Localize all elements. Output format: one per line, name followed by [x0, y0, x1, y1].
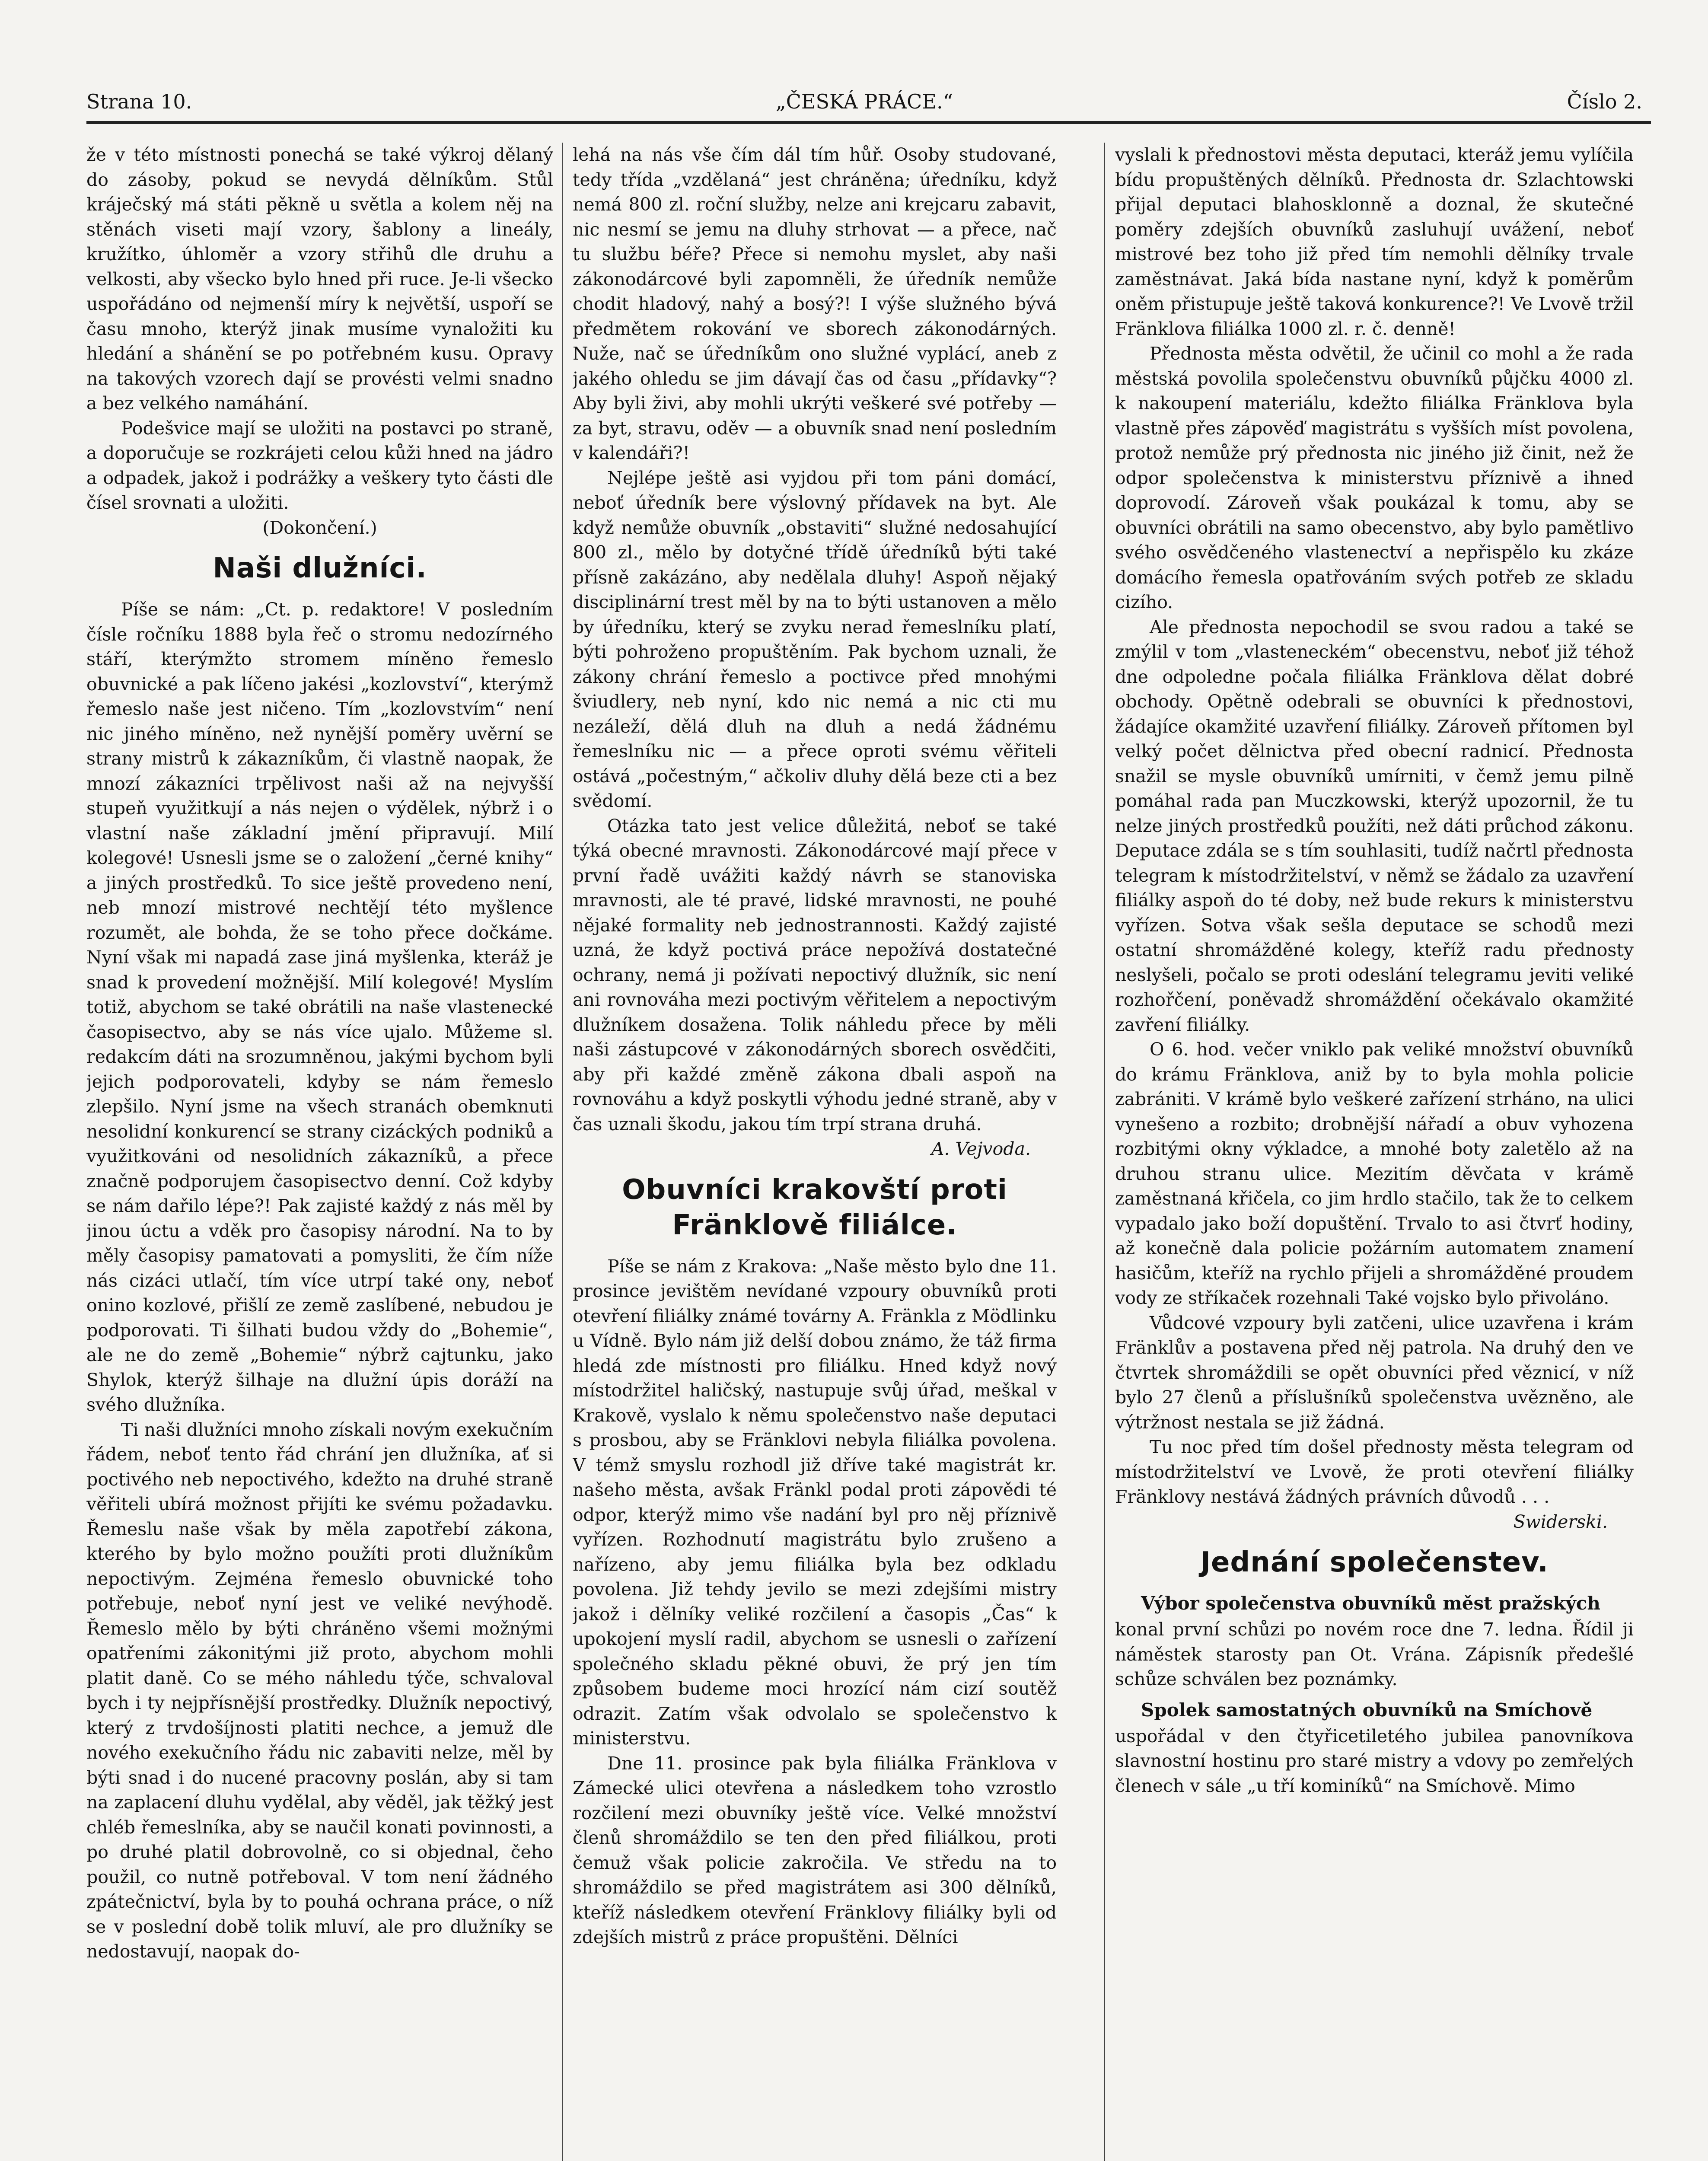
column-divider [1104, 143, 1105, 2161]
paragraph: O 6. hod. večer vniklo pak veliké množství obuvníků do krámu Fränklova, aniž by to byla mohla policie zabrániti. V krámě bylo veškeré zařízení strháno, na ulici vynešeno a rozbito; drobnější nářadí a obuv vyhozena rozbitými okny výkladce, a mnohé boty zaletělo až na druhou stranu ulice. Mezitím děvčata v krámě zaměstnaná křičela, co jim hrdlo stačilo, tak že to celkem vypadalo jako boží dopuštění. Trvalo to asi čtvrť hodiny, až konečně dala policie požárním automatem znamení hasičům, kteříž na rychlo přijeli a shromážděné proudem vody ze stříkaček rozehnali Také vojsko bylo přivoláno. [1115, 1039, 1634, 1308]
header-rule [86, 121, 1651, 124]
author-signature: A. Vejvoda. [931, 1138, 1031, 1159]
paragraph: Ti naši dlužníci mnoho získali novým exekučním řádem, neboť tento řád chrání jen dlužníka, ať si poctivého neb nepoctivého, kdežto na druhé straně věřiteli ubírá možnost přijíti ke svému požadavku. Řemeslu naše však by měla zapotřebí zákona, kterého by bylo možno použíti proti dlužníkům nepoctivým. Zejména řemeslo obuvnické toho potřebuje, neboť nyní jest ve veliké nevýhodě. Řemeslo mělo by býti chráněno všemi možnými opatřeními zákonitými již proto, abychom mohli platit daně. Co se mého náhledu týče, schvaloval bych i ty nejpřísnější prostředky. Dlužník nepoctivý, který z trvdošíjnosti platiti nechce, a jemuž dle nového exekučního řádu nic zabaviti nelze, měl by býti snad i do nucené pracovny poslán, aby si tam na zaplacení dluhu vydělal, aby věděl, jak těžký jest chléb řemeslníka, aby se naučil konati povinnosti, a po druhé platil dobrovolně, co si objednal, čeho použil, co nutně potřeboval. V tom není žádného zpátečnictví, byla by to pouhá ochrana práce, o níž se v poslední době tolik mluví, ale pro dlužníky se nedostavují, naopak do- [86, 1419, 553, 1962]
paragraph: Nejlépe ještě asi vyjdou při tom páni domácí, neboť úředník bere výslovný přídavek na byt. Ale když nemůže obuvník „obstaviti“ služné nedosahující 800 zl., mělo by dotyčné třídě úředníků býti také přísně zakázáno, aby nedělala dluhy! Aspoň nějaký disciplinární trest měl by na to býti ustanoven a mělo by úředníku, který se zvyku nerad řemeslníku platí, býti pohroženo propuštěním. Pak bychom uznali, že zákony chrání řemeslo a poctivce před mnohými šviudlery, neb nyní, kdo nic nemá a nic cti mu nezáleží, dělá dluh na dluh a nedá žádnému řemeslníku nic — a přece oproti svému věřiteli ostává „počestným,“ ačkoliv dluhy dělá beze cti a bez svědomí. [573, 467, 1057, 811]
paragraph: lehá na nás vše čím dál tím hůř. Osoby studované, tedy třída „vzdělaná“ jest chráněna; úředníku, když nemá 800 zl. roční služby, nelze ani krejcaru zabavit, nic nesmí se jemu na dluhy strhovat — a přece, nač tu službu béře? Přece si nemohu myslet, aby naši zákonodárcové byli zapomněli, že úředník nemůže chodit hladový, nahý a bosý?! I výše služného bývá předmětem rokování ve sborech zákonodárných. Nuže, nač se úředníkům ono služné vyplácí, aneb z jakého ohledu se jim dávají čas od času „přídavky“? Aby byli živi, aby mohli ukrýti veškeré své potřeby — za byt, stravu, oděv — a obuvník snad není posledním v kalendáři?! [573, 144, 1057, 463]
column-3 [1115, 143, 1634, 2161]
paragraph: že v této místnosti ponechá se také výkroj dělaný do zásoby, pokud se nevydá dělníkům. Stůl kráječský má státi pěkně u světla a kolem něj na stěnách viseti mají vzory, šablony a lineály, kružítko, úhloměr a vzory střihů dle druhu a velkosti, aby všecko bylo hned při ruce. Je-li všecko uspořádáno od nejmenší míry k největší, uspoří se času mnoho, kterýž jinak musíme vynaložiti ku hledání a shánění se po potřebném kusu. Opravy na takových vzorech dají se provésti velmi snadno a bez velkého namáhání. [86, 144, 553, 414]
subsection-title: Výbor společenstva obuvníků měst pražských [1141, 1593, 1600, 1614]
column-1 [86, 143, 553, 2161]
column-2 [573, 143, 1057, 2161]
article-title: Naši dlužníci. [213, 552, 427, 584]
page-number: Strana 10. [86, 90, 192, 113]
column-divider [562, 143, 563, 2161]
paragraph: Podešvice mají se uložiti na postavci po straně, a doporučuje se rozkrájeti celou kůži hned na jádro a odpadek, jakož i podrážky a veškery tyto části dle čísel srovnati a uložiti. [86, 418, 553, 513]
paragraph: Přednosta města odvětil, že učinil co mohl a že rada městská povolila společenstvu obuvníků půjčku 4000 zl. k nakoupení materiálu, kdežto filiálka Fränklova byla vlastně přes zápověď magistrátu s vyšších míst povolena, protož nemůže prý přednosta nic jiného již činit, než že odpor společenstva k ministerstvu příznivě a ihned doprovodí. Zároveň však poukázal k tomu, aby se obuvníci obrátili na samo obecenstvo, aby bylo pamětlivo svého osvědčeného vlastenectví a nepřispělo ku zkáze domácího řemesla opatřováním svých potřeb ze skladu cizího. [1115, 343, 1634, 612]
author-signature: Swiderski. [1513, 1511, 1608, 1532]
paragraph: vyslali k přednostovi města deputaci, kteráž jemu vylíčila bídu propuštěných dělníků. Přednosta dr. Szlachtowski přijal deputaci blahosklonně a doznal, že skutečné poměry zdejších obuvníků zasluhují uvážení, neboť mistrové bez toho již před tím nemohli dělníky trvale zaměstnávat. Jaká bída nastane nyní, když k poměrům oněm přistupuje ještě taková konkurence?! Ve Lvově tržil Fränklova filiálka 1000 zl. r. č. denně! [1115, 144, 1634, 339]
masthead-title: „ČESKÁ PRÁCE.“ [775, 90, 953, 113]
paragraph: Dne 11. prosince pak byla filiálka Fränklova v Zámecké ulici otevřena a následkem toho vzrostlo rozčilení mezi obuvníky ještě více. Velké množství členů shromáždilo se ten den před filiálkou, proti čemuž však policie zakročila. Ve středu na to shromáždilo se před magistrátem asi 300 dělníků, kteříž následkem otevření Fränklovy filiálky byli od zdejších mistrů z práce propuštěni. Dělníci [573, 1753, 1057, 1947]
continued-note: (Dokončení.) [262, 517, 377, 538]
paragraph: uspořádal v den čtyřicetiletého jubilea panovníkova slavnostní hostinu pro staré mistry a vdovy po zemřelých členech v sále „u tří kominíků“ na Smíchově. Mimo [1115, 1725, 1634, 1796]
paragraph: konal první schůzi po novém roce dne 7. ledna. Řídil ji náměstek starosty pan Ot. Vrána. Zápisník předešlé schůze schválen bez poznámky. [1115, 1619, 1634, 1689]
paragraph: Píše se nám: „Ct. p. redaktore! V posledním čísle ročníku 1888 byla řeč o stromu nedozírného stáří, kterýmžto stromem míněno řemeslo obuvnické a pak líčeno jakési „kozlovství“, kterýmž řemeslo naše jest ničeno. Tím „kozlovstvím“ není nic jiného míněno, než nynější poměry uvěrní se strany mistrů k zákazníkům, či vlastně naopak, že mnozí zákazníci trpělivost naši až na nejvyšší stupeň využitkují a nás nejen o výdělek, nýbrž i o vlastní naše základní jmění připravují. Milí kolegové! Usnesli jsme se o založení „černé knihy“ a jiných prostředků. To sice ještě provedeno není, neb mnozí mistrové nechtějí této myšlence rozumět, ale bohda, že se toho přece dočkáme. Nyní však mi napadá zase jiná myšlenka, kteráž je snad k provedení možnější. Milí kolegové! Myslím totiž, abychom se také obrátili na naše vlastenecké časopisectvo, aby se nás více ujalo. Můžeme sl. redakcím dáti na srozumněnou, jakými bychom byli jejich podporovateli, kdyby se nám řemeslo zlepšilo. Nyní jsme na všech stranách obemknuti nesolidní konkurencí se strany cizáckých podniků a využitkováni od nesolidních zákazníků, a přece značně podporujem časopisectvo denní. Což kdyby se nám dařilo lépe?! Pak zajisté každý z nás měl by jinou úctu a vděk pro časopisy národní. Na to by měly časopisy pamatovati a pomysliti, že čím níže nás cizáci utlačí, tím více utrpí také ony, neboť onino kozlové, přišlí ze země zaslíbené, nebudou je podporovati. Ti šilhati budou vždy do „Bohemie“, ale ne do země „Bohemie“ nýbrž cajtunku, jako Shylok, kterýž šilhaje na dlužní úpis doráží na svého dlužníka. [86, 599, 553, 1415]
paragraph: Vůdcové vzpoury byli zatčeni, ulice uzavřena i krám Fränklův a postavena před něj patrola. Na druhý den ve čtvrtek shromáždili se opět obuvníci před věznicí, v níž bylo 27 členů a příslušníků společenstva uvězněno, ale výtržnost nestala se již žádná. [1115, 1312, 1634, 1433]
section-title: Jednání společenstev. [1200, 1546, 1549, 1578]
paragraph: Ale přednosta nepochodil se svou radou a také se zmýlil v tom „vlasteneckém“ obecenstvu, neboť již téhož dne odpoledne počala filiálka Fränklova dělat dobré obchody. Opětně odebrali se obuvníci k přednostovi, žádajíce okamžité uzavření filiálky. Zároveň přítomen byl velký počet dělnictva před obecní radnicí. Přednosta snažil se mysle obuvníků umírniti, v čemž jemu pilně pomáhal rada pan Muczkowski, kterýž upozornil, že tu nelze jiných prostředků použíti, než dáti průchod zákonu. Deputace zdála se s tím souhlasiti, tudíž načrtl přednosta telegram k místodržitelství, v němž se žádalo za uzavření filiálky aspoň do té doby, než bude rekurs k ministerstvu vyřízen. Sotva však sešla deputace se schodů mezi ostatní shromážděné kolegy, kteříž radu přednosty neslyšeli, počalo se proti odeslání telegramu jeviti veliké rozhořčení, poněvadž shromáždění očekávalo okamžité zavření filiálky. [1115, 616, 1634, 1035]
paragraph: Otázka tato jest velice důležitá, neboť se také týká obecné mravnosti. Zákonodárcové mají přece v první řadě uvážiti každý návrh se stanoviska mravnosti, ale té pravé, lidské mravnosti, ne pouhé nějaké formality neb jednostrannosti. Každý zajisté uzná, že když poctivá práce nepožívá dostatečné ochrany, nemá ji požívati nepoctivý dlužník, sic není ani rovnováha mezi poctivým věřitelem a nepoctivým dlužníkem dosažena. Tolik náhledu přece by měli naši zástupcové v zákonodárných sborech osvědčiti, aby při každé změně zákona dbali aspoň na rovnováhu a když poskytli výhodu jedné straně, aby v čas uznali škodu, jakou tím trpí strana druhá. [573, 815, 1057, 1135]
subsection-title: Spolek samostatných obuvníků na Smíchově [1141, 1699, 1593, 1721]
paragraph: Tu noc před tím došel přednosty města telegram od místodržitelství ve Lvově, že proti otevření filiálky Fränklovy nestává žádných právních důvodů . . . [1115, 1437, 1634, 1507]
paragraph: Píše se nám z Krakova: „Naše město bylo dne 11. prosince jevištěm nevídané vzpoury obuvníků proti otevření filiálky známé továrny A. Fränkla z Mödlinku u Vídně. Bylo nám již delší dobou známo, že táž firma hledá zde místnosti pro filiálku. Hned když nový místodržitel haličský, nastupuje svůj úřad, meškal v Krakově, vyslalo k němu společenstvo naše deputaci s prosbou, aby se Fränklovi nebyla filiálka povolena. V témž smyslu rozhodl již dříve také magistrát kr. našeho města, avšak Fränkl podal proti zápovědi té odpor, kterýž mimo vše nadání byl pro něj příznivě vyřízen. Rozhodnutí magistrátu bylo zrušeno a nařízeno, aby jemu filiálka byla bez odkladu povolena. Již tehdy jevilo se mezi zdejšími mistry jakož i dělníky veliké rozčilení a časopis „Čas“ k upokojení myslí radil, abychom se usnesli o zařízení společného skladu pěkné obuvi, že prý jen tím způsobem budeme moci hrozící nám cizí soutěž odrazit. Zatím však odvolalo se společenstvo k ministerstvu. [573, 1256, 1057, 1749]
article-title: Obuvníci krakovští proti Fränklově filiálce. [622, 1173, 1007, 1241]
page-header [86, 86, 1642, 117]
issue-number: Číslo 2. [1567, 90, 1642, 113]
